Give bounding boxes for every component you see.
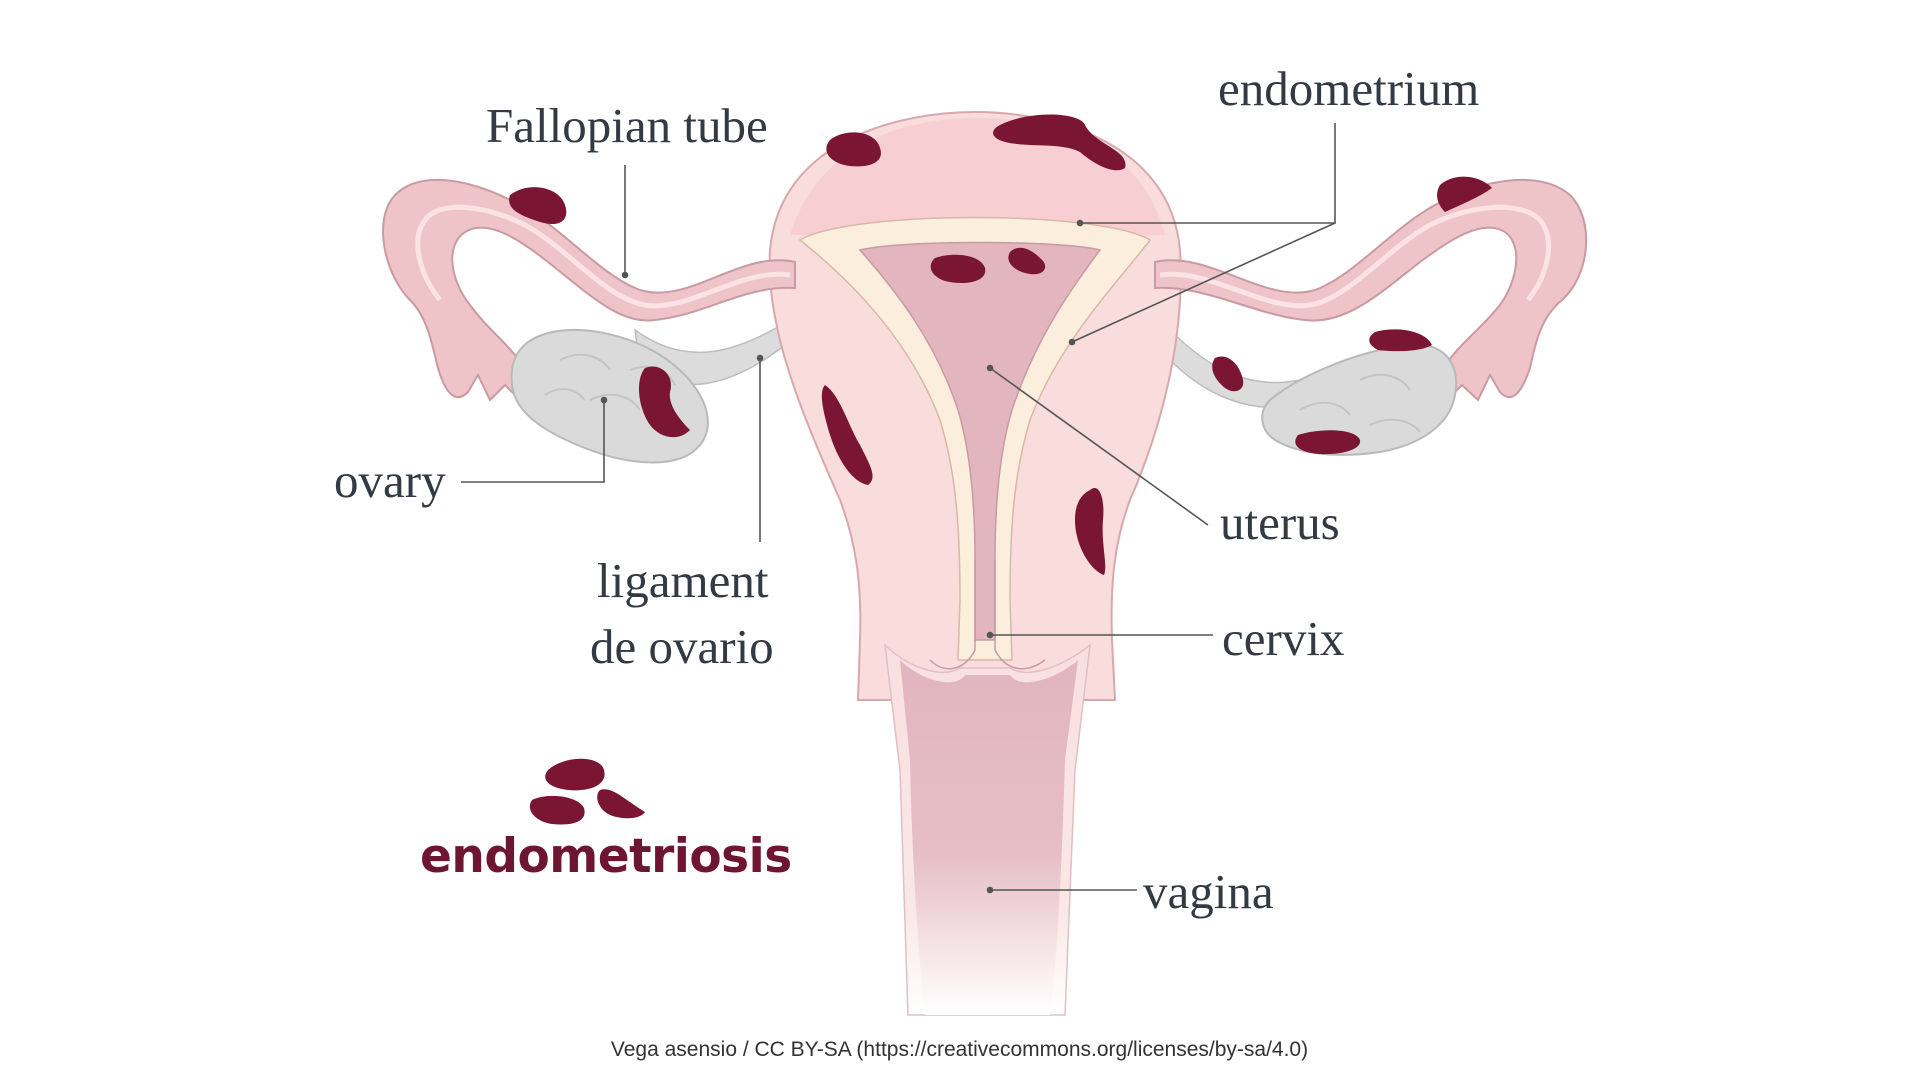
endometriosis-title: endometriosis bbox=[420, 829, 792, 884]
label-uterus: uterus bbox=[1220, 495, 1340, 550]
label-cervix: cervix bbox=[1222, 611, 1345, 666]
leader-dot-endometrium-2 bbox=[1070, 340, 1075, 345]
label-endometrium: endometrium bbox=[1218, 61, 1480, 116]
label-ligament-line2: de ovario bbox=[590, 619, 774, 674]
label-vagina: vagina bbox=[1143, 864, 1274, 919]
leader-dot-endometrium bbox=[1078, 221, 1083, 226]
label-ovary: ovary bbox=[334, 453, 446, 508]
lesion bbox=[1369, 329, 1432, 351]
endometriosis-logo-icon bbox=[530, 759, 645, 825]
leader-dot-cervix bbox=[988, 633, 993, 638]
leader-dot-ligament bbox=[758, 356, 763, 361]
image-credit: Vega asensio / CC BY-SA (https://creativecommons.org/licenses/by-sa/4.0) bbox=[610, 1038, 1309, 1061]
leader-dot-fallopian-tube bbox=[623, 273, 628, 278]
label-ligament-line1: ligament bbox=[597, 553, 769, 608]
right-ovary bbox=[1262, 345, 1456, 455]
label-fallopian-tube: Fallopian tube bbox=[486, 98, 768, 153]
leader-dot-vagina bbox=[988, 888, 993, 893]
leader-dot-uterus bbox=[988, 366, 993, 371]
vaginal-canal bbox=[900, 660, 1078, 1015]
leader-dot-ovary bbox=[602, 398, 607, 403]
